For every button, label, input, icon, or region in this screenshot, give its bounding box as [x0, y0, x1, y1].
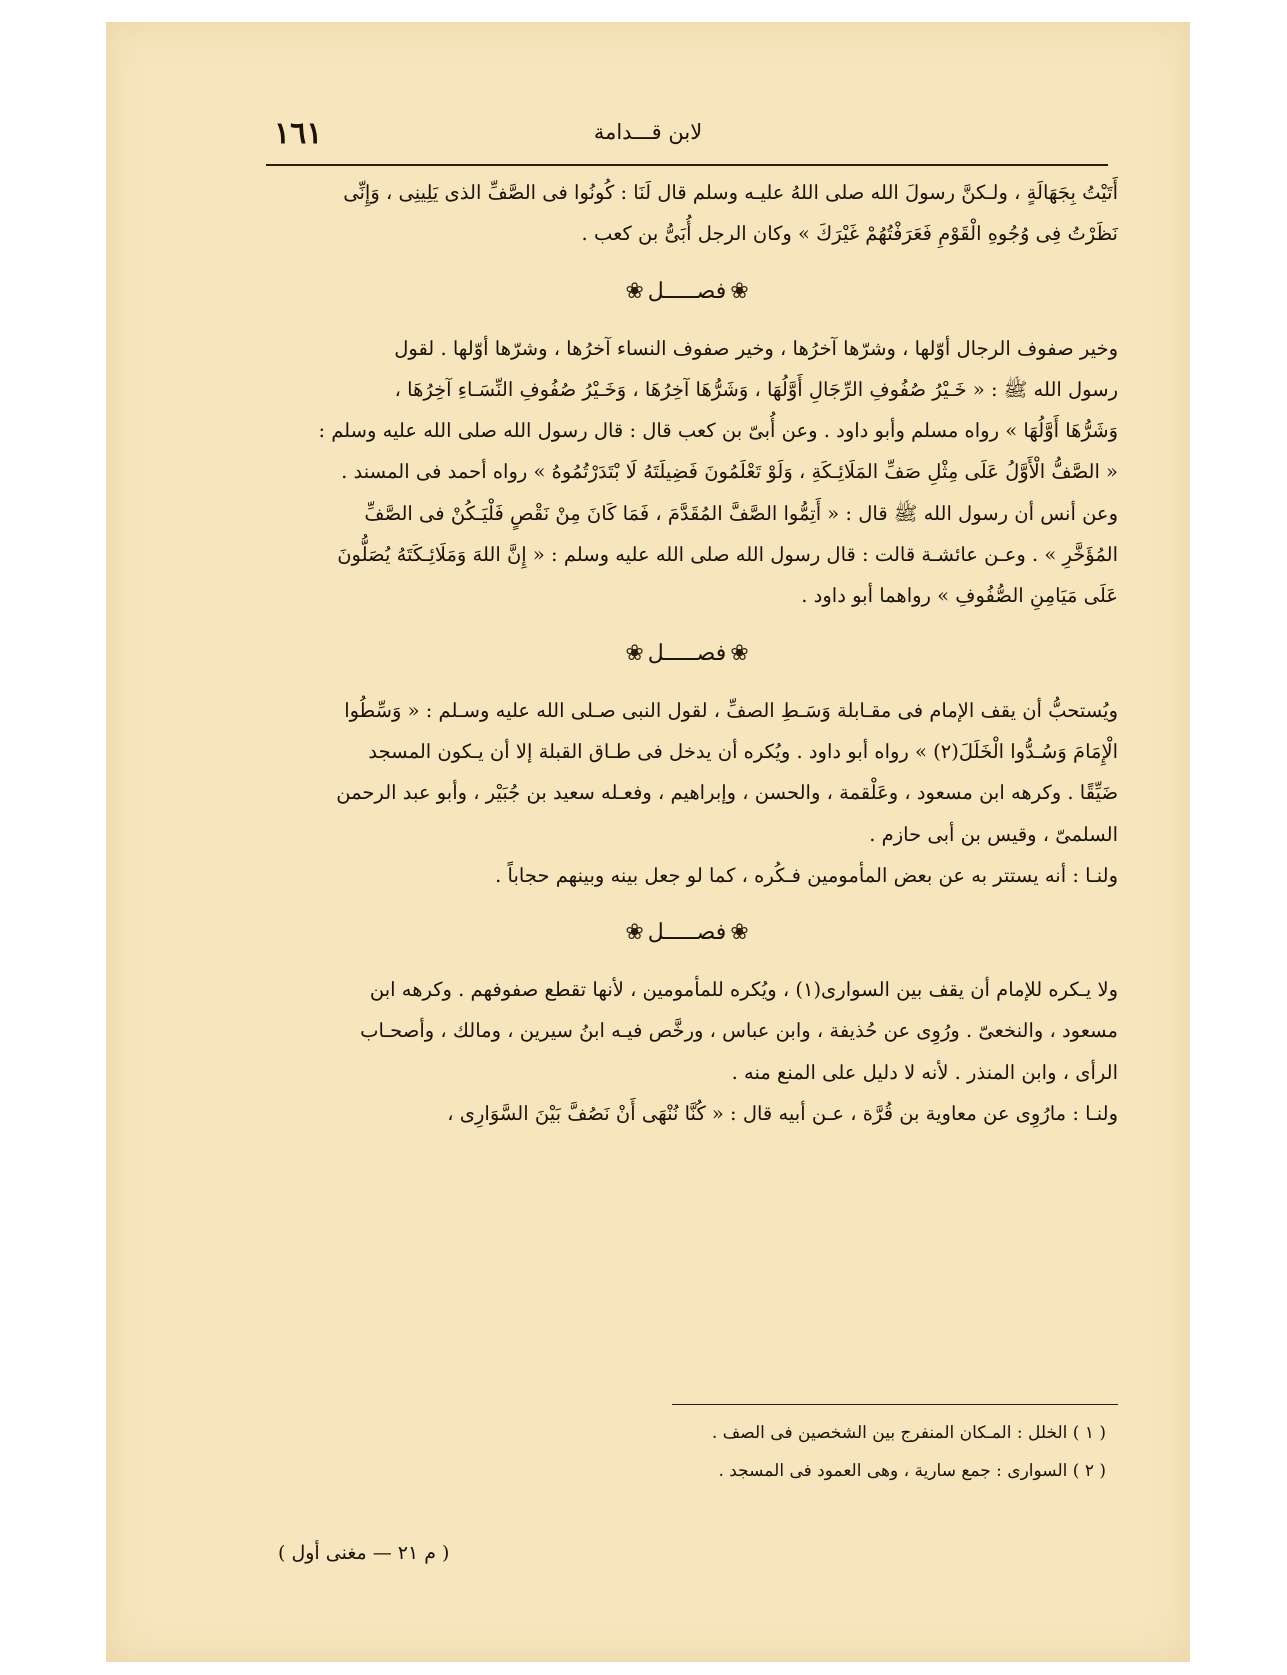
section-heading-text: فصـــــل [647, 920, 727, 946]
book-page [106, 22, 1190, 1662]
text-line: ولنـا : مارُوِى عن معاوية بن قُرَّة ، عـن أبيه قال : « كُنَّا نُنْهَى أَنْ نَصُفَّ بَيْنَ السَّوَارِى ، [447, 1102, 1118, 1126]
text-line: « الصَّفُّ الْأَوَّلُ عَلَى مِثْلِ صَفِّ المَلَائِـكَةِ ، وَلَوْ تَعْلَمُونَ فَضِيلَتَهُ لَا بْتَدَرْتُمُوهُ » رواه أحمد فى المسند . [341, 460, 1118, 484]
ornament-icon: ❀ [625, 920, 644, 946]
text-line: وخير صفوف الرجال أوّلها ، وشرّها آخرُها ، وخير صفوف النساء آخرُها ، وشرّها أوّلها . لقول [394, 336, 1118, 360]
text-line: الرأى ، وابن المنذر . لأنه لا دليل على المنع منه . [731, 1060, 1118, 1084]
text-line: السلمىّ ، وقيس بن أبى حازم . [869, 822, 1118, 846]
ornament-icon: ❀ [730, 640, 749, 666]
paragraph [256, 328, 1118, 617]
text-line: مسعود ، والنخعىّ . ورُوِى عن حُذيفة ، وابن عباس ، ورخَّص فيـه ابنُ سيرين ، ومالك ، وأصحـاب [360, 1019, 1118, 1043]
header-rule [266, 164, 1108, 166]
text-line: رسول الله ﷺ : « خَـيْرُ صُفُوفِ الرِّجَالِ أَوَّلُهَا ، وَشَرُّهَا آخِرُهَا ، وَخَـيْرُ صُفُوفِ النِّسَـاءِ آخِرُهَا ، [394, 377, 1118, 401]
section-heading [256, 633, 1118, 674]
paragraph [256, 969, 1118, 1093]
signature-mark: ( م ٢١ — مغنى أول ) [278, 1542, 450, 1564]
footnotes [256, 1414, 1118, 1490]
running-title: لابن قـــدامة [593, 120, 703, 144]
ornament-icon: ❀ [730, 920, 749, 946]
text-line: عَلَى مَيَامِنِ الصُّفُوفِ » رواهما أبو داود . [801, 584, 1118, 608]
text-line: وَشَرُّهَا أَوَّلُهَا » رواه مسلم وأبو داود . وعن أُبىّ بن كعب قال : قال رسول الله صلى الله عليه وسلم : [318, 419, 1118, 443]
section-heading [256, 271, 1118, 312]
text-line: ويُستحبُّ أن يقف الإمام فى مقـابلة وَسَـطِ الصفِّ ، لقول النبى صـلى الله عليه وسـلم : « وَسِّطُوا [344, 698, 1118, 722]
page-header [106, 110, 1190, 150]
text-line: نَظَرْتُ فِى وُجُوهِ الْقَوْمِ فَعَرَفْتُهُمْ غَيْرَكَ » وكان الرجل أُبَىُّ بن كعب . [581, 222, 1118, 246]
paragraph [256, 172, 1118, 255]
paragraph [256, 1093, 1118, 1134]
section-heading [256, 912, 1118, 953]
paragraph [256, 855, 1118, 896]
text-line: الْإِمَامَ وَسُـدُّوا الْخَلَلَ(٢) » رواه أبو داود . ويُكره أن يدخل فى طـاق القبلة إلا أن يـكون المسجد [368, 739, 1118, 763]
section-heading-text: فصـــــل [647, 640, 727, 666]
text-line: أَتَيْتُ بِجَهَالَةٍ ، ولـكنَّ رسولَ الله صلى اللهُ عليـه وسلم قال لَنَا : كُونُوا فى الصَّفِّ الذى يَلِينِى ، وَإِنِّى [343, 181, 1118, 204]
ornament-icon: ❀ [730, 278, 749, 304]
footnote: ( ١ ) الخلل : المـكان المنفرج بين الشخصين فى الصف . [711, 1423, 1106, 1443]
text-line: ولنـا : أنه يستتر به عن بعض المأمومين فـكُره ، كما لو جعل بينه وبينهم حجاباً . [495, 863, 1118, 887]
text-line: وعن أنس أن رسول الله ﷺ قال : « أَتِمُّوا الصَّفَّ المُقَدَّمَ ، فَمَا كَانَ مِنْ نَقْصٍ فَلْيَـكُنْ فى الصَّفِّ [364, 501, 1118, 525]
ornament-icon: ❀ [625, 278, 644, 304]
section-heading-text: فصـــــل [647, 278, 727, 304]
page-body [256, 172, 1118, 1134]
text-line: ولا يـكره للإمام أن يقف بين السوارى(١) ، ويُكره للمأمومين ، لأنها تقطع صفوفهم . وكرهه ابن [369, 978, 1118, 1002]
paragraph [256, 690, 1118, 855]
text-line: المُؤَخَّرِ » . وعـن عائشـة قالت : قال رسول الله صلى الله عليه وسلم : « إِنَّ اللهَ وَمَلَائِـكَتَهُ يُصَلُّونَ [337, 543, 1118, 567]
page-number: ١٦١ [274, 116, 323, 151]
ornament-icon: ❀ [625, 640, 644, 666]
footnote: ( ٢ ) السوارى : جمع سارية ، وهى العمود فى المسجد . [718, 1461, 1106, 1481]
text-line: ضَيِّقًا . وكرهه ابن مسعود ، وعَلْقمة ، والحسن ، وإبراهيم ، وفعـله سعيد بن جُبَيْر ، وأبو عبد الرحمن [336, 781, 1118, 805]
footnote-rule [672, 1404, 1118, 1405]
